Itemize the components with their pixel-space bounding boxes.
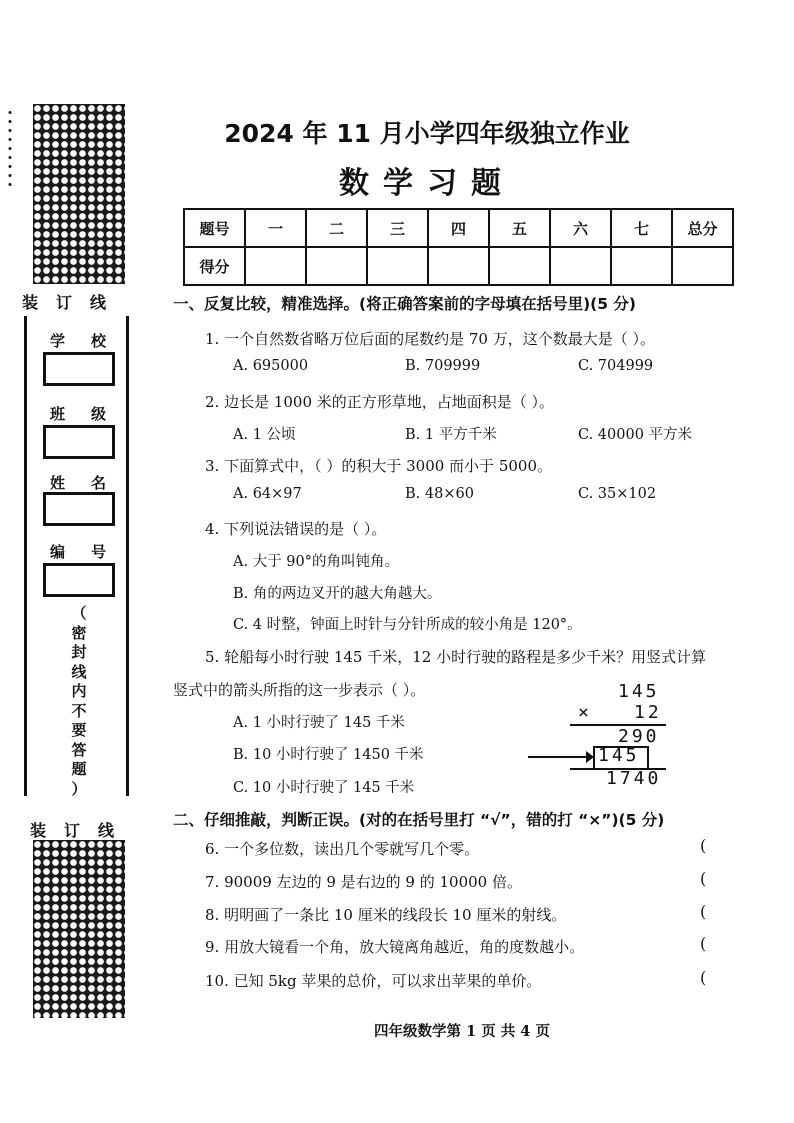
q1-option-b[interactable]: B. 709999 <box>405 358 481 374</box>
calc-line-2: 12 <box>634 702 662 723</box>
answer-paren-7[interactable]: ( <box>700 869 707 888</box>
q1-option-c[interactable]: C. 704999 <box>578 358 654 374</box>
q2-option-b[interactable]: B. 1 平方千米 <box>405 427 497 443</box>
q3-option-b[interactable]: B. 48×60 <box>405 486 474 502</box>
binding-line-label-bottom: 装订线 <box>30 821 133 840</box>
table-cell: 六 <box>550 209 611 247</box>
number-field[interactable] <box>43 563 115 597</box>
q5-option-a[interactable]: A. 1 小时行驶了 145 千米 <box>233 715 405 731</box>
section2-heading: 二、仔细推敲，判断正误。(对的在括号里打 “√”，错的打 “×”)(5 分) <box>173 811 665 829</box>
score-input-cell[interactable] <box>306 247 367 285</box>
page-title: 2024 年 11 月小学四年级独立作业 <box>224 119 630 148</box>
page-subtitle: 数学习题 <box>339 166 515 201</box>
name-label: 姓名 <box>50 474 133 492</box>
table-cell: 得分 <box>184 247 245 285</box>
calc-line-4: 145 <box>598 745 640 766</box>
q1-option-a[interactable]: A. 695000 <box>233 358 309 374</box>
number-label: 编号 <box>50 543 133 561</box>
q2-option-c[interactable]: C. 40000 平方米 <box>578 427 693 443</box>
q5-option-c[interactable]: C. 10 小时行驶了 145 千米 <box>233 780 415 796</box>
q4-option-b[interactable]: B. 角的两边叉开的越大角越大。 <box>233 586 442 602</box>
question-5-continued: 竖式中的箭头所指的这一步表示（ ）。 <box>173 681 426 699</box>
answer-paren-9[interactable]: ( <box>700 934 707 953</box>
score-input-cell[interactable] <box>428 247 489 285</box>
binding-line-label-top: 装订线 <box>22 293 125 312</box>
table-cell: 二 <box>306 209 367 247</box>
judge-item-6: 6. 一个多位数，读出几个零就写几个零。 <box>205 840 480 858</box>
question-5: 5. 轮船每小时行驶 145 千米，12 小时行驶的路程是多少千米？用竖式计算 <box>205 648 707 666</box>
section1-heading: 一、反复比较，精准选择。(将正确答案前的字母填在括号里)(5 分) <box>173 295 637 313</box>
score-table-header-row <box>184 209 733 247</box>
score-table <box>183 208 734 286</box>
binding-border-left <box>24 316 27 796</box>
judge-item-10: 10. 已知 5kg 苹果的总价，可以求出苹果的单价。 <box>205 972 542 990</box>
judge-item-8: 8. 明明画了一条比 10 厘米的线段长 10 厘米的射线。 <box>205 906 567 924</box>
table-cell: 三 <box>367 209 428 247</box>
q3-option-a[interactable]: A. 64×97 <box>233 486 302 502</box>
calc-times-sign: × <box>578 702 592 723</box>
table-cell: 题号 <box>184 209 245 247</box>
calc-line-1: 145 <box>618 681 660 702</box>
calc-line-5: 1740 <box>606 768 662 789</box>
q3-option-c[interactable]: C. 35×102 <box>578 486 657 502</box>
question-1: 1. 一个自然数省略万位后面的尾数约是 70 万，这个数最大是（ ）。 <box>205 330 655 348</box>
score-input-cell[interactable] <box>367 247 428 285</box>
judge-item-7: 7. 90009 左边的 9 是右边的 9 的 10000 倍。 <box>205 873 522 891</box>
table-cell: 一 <box>245 209 306 247</box>
answer-paren-6[interactable]: ( <box>700 836 707 855</box>
score-input-cell[interactable] <box>245 247 306 285</box>
answer-paren-10[interactable]: ( <box>700 968 707 987</box>
question-2: 2. 边长是 1000 米的正方形草地，占地面积是（ ）。 <box>205 393 555 411</box>
answer-paren-8[interactable]: ( <box>700 902 707 921</box>
q5-option-b[interactable]: B. 10 小时行驶了 1450 千米 <box>233 747 424 763</box>
table-cell: 四 <box>428 209 489 247</box>
q2-option-a[interactable]: A. 1 公顷 <box>233 427 296 443</box>
score-input-cell[interactable] <box>550 247 611 285</box>
arrow-right-icon <box>528 750 594 764</box>
class-label: 班级 <box>50 405 133 423</box>
q4-option-a[interactable]: A. 大于 90°的角叫钝角。 <box>233 554 399 570</box>
table-cell: 七 <box>611 209 672 247</box>
score-input-cell[interactable] <box>489 247 550 285</box>
calc-line-3: 290 <box>618 726 660 747</box>
score-input-cell[interactable] <box>611 247 672 285</box>
name-field[interactable] <box>43 492 115 526</box>
judge-item-9: 9. 用放大镜看一个角，放大镜离角越近，角的度数越小。 <box>205 938 585 956</box>
school-field[interactable] <box>43 352 115 386</box>
binding-pattern-bottom <box>33 840 125 1018</box>
seal-line-note: （ 密 封 线 内 不 要 答 题 ） <box>71 604 87 798</box>
q4-option-c[interactable]: C. 4 时整，钟面上时针与分针所成的较小角是 120°。 <box>233 617 582 633</box>
question-4: 4. 下列说法错误的是（ ）。 <box>205 520 387 538</box>
class-field[interactable] <box>43 425 115 459</box>
score-input-cell[interactable] <box>672 247 733 285</box>
table-cell: 总分 <box>672 209 733 247</box>
school-label: 学校 <box>50 332 133 350</box>
question-3: 3. 下面算式中，（ ）的积大于 3000 而小于 5000。 <box>205 457 553 475</box>
page-footer: 四年级数学第 1 页 共 4 页 <box>374 1023 550 1040</box>
table-cell: 五 <box>489 209 550 247</box>
score-table-score-row <box>184 247 733 285</box>
